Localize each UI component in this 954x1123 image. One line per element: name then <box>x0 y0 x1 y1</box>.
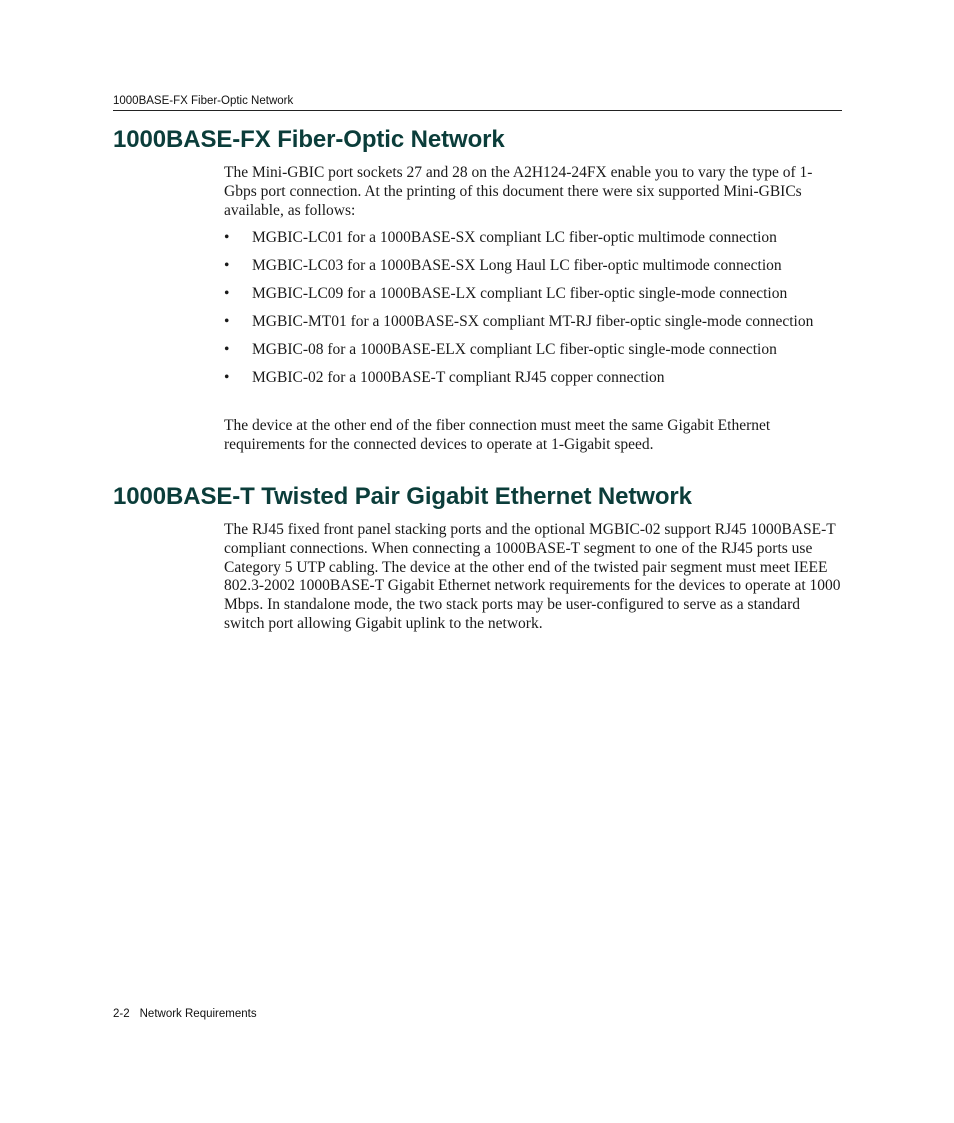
bullet-mark: • <box>224 256 230 274</box>
list-item-text: MGBIC-MT01 for a 1000BASE-SX compliant MT-RJ fiber-optic single-mode connection <box>252 312 814 330</box>
running-header-title: 1000BASE-FX Fiber-Optic Network <box>113 95 294 107</box>
section-heading-twisted-pair: 1000BASE-T Twisted Pair Gigabit Ethernet Network <box>113 483 692 510</box>
bullet-mark: • <box>224 229 230 246</box>
list-item-text: MGBIC-08 for a 1000BASE-ELX compliant LC fiber-optic single-mode connection <box>252 340 777 358</box>
list-item <box>224 257 842 276</box>
closing-paragraph <box>224 417 842 455</box>
list-item <box>224 285 842 304</box>
list-item <box>224 341 842 360</box>
list-item-text: MGBIC-02 for a 1000BASE-T compliant RJ45 copper connection <box>252 368 665 386</box>
bullet-mark: • <box>224 340 230 358</box>
twisted-pair-text: The RJ45 fixed front panel stacking ports and the optional MGBIC-02 support RJ45 1000BASE-T compliant connections. When connecting a 1000BASE-T segment to one of the RJ45 ports use Category 5 UTP cabling. The device at the other end of the twisted pair segment must meet IEEE 802.3-2002 1000BASE-T Gigabit Ethernet network requirements for the devices to operate at 1000 Mbps. In standalone mode, the two stack ports may be user-configured to serve as a standard switch port allowing Gigabit uplink to the network. <box>224 521 841 632</box>
intro-paragraph <box>224 164 842 220</box>
section-heading-fiber-optic: 1000BASE-FX Fiber-Optic Network <box>113 126 505 153</box>
bullet-mark: • <box>224 368 230 386</box>
closing-text: The device at the other end of the fiber connection must meet the same Gigabit Ethernet requirements for the connected devices to operate at 1-Gigabit speed. <box>224 417 771 453</box>
running-header <box>113 95 842 111</box>
chapter-title: Network Requirements <box>139 1008 257 1020</box>
list-item <box>224 313 842 332</box>
mini-gbic-list <box>224 229 842 397</box>
intro-text: The Mini-GBIC port sockets 27 and 28 on the A2H124-24FX enable you to vary the type of 1-Gbps port connection. At the printing of this document there were six supported Mini-GBICs available, as follows: <box>224 164 813 219</box>
bullet-mark: • <box>224 312 230 330</box>
bullet-mark: • <box>224 284 230 302</box>
list-item-text: MGBIC-LC01 for a 1000BASE-SX compliant LC fiber-optic multimode connection <box>252 229 777 246</box>
running-footer <box>113 1008 257 1020</box>
list-item-text: MGBIC-LC03 for a 1000BASE-SX Long Haul LC fiber-optic multimode connection <box>252 256 782 274</box>
page-number: 2-2 <box>113 1008 130 1020</box>
list-item <box>224 369 842 388</box>
twisted-pair-paragraph <box>224 521 842 634</box>
list-item <box>224 229 842 248</box>
list-item-text: MGBIC-LC09 for a 1000BASE-LX compliant LC fiber-optic single-mode connection <box>252 284 788 302</box>
